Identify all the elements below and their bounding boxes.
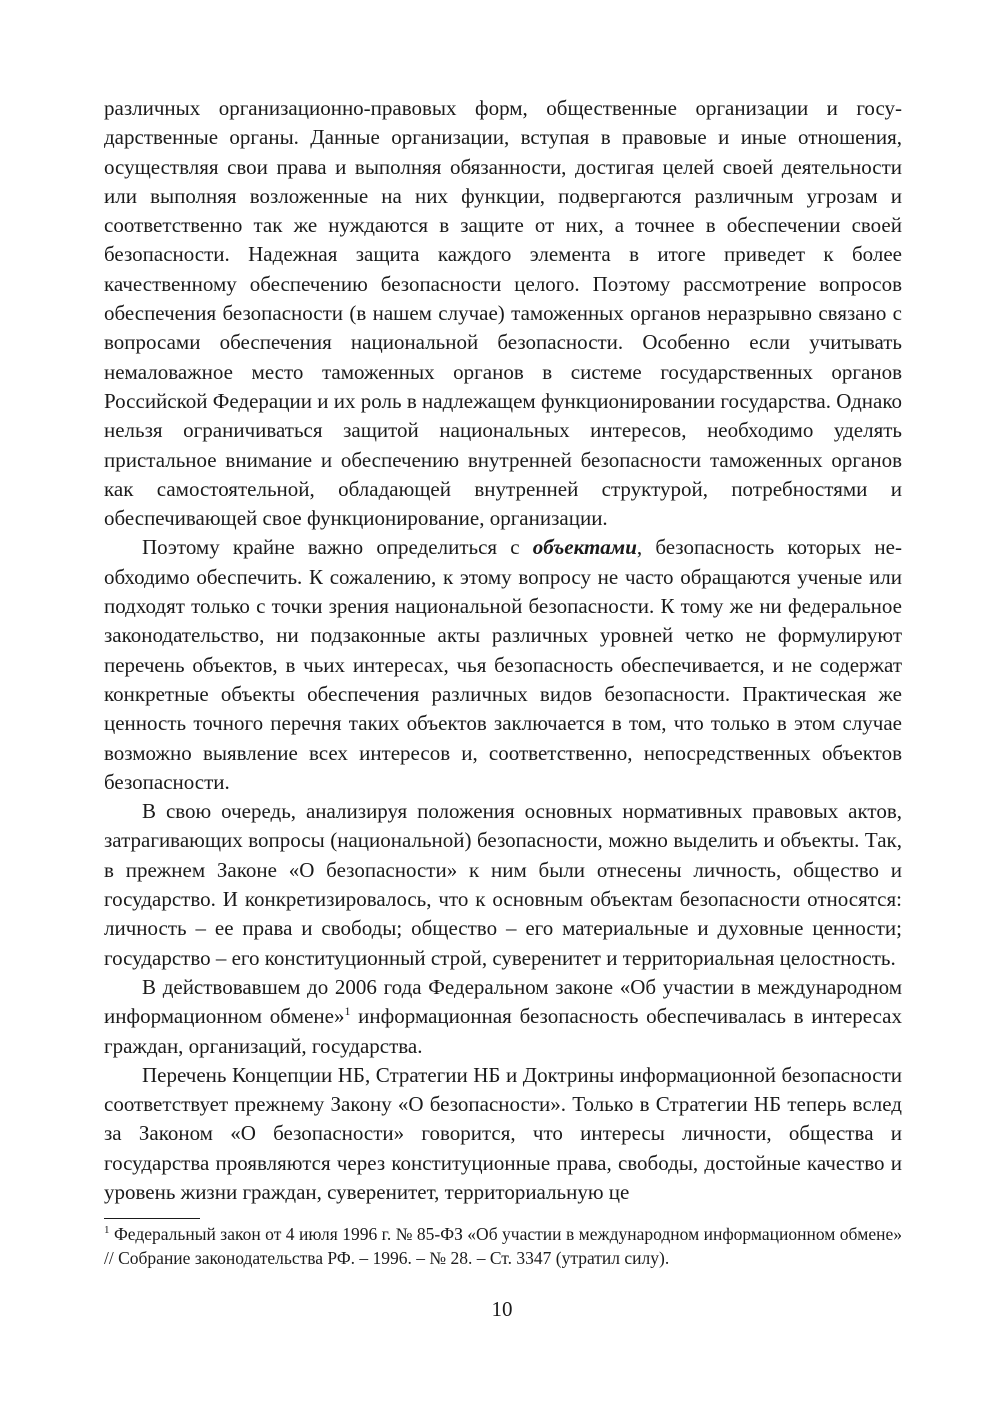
footnotes [104,1222,902,1270]
footnote-text: Федеральный закон от 4 июля 1996 г. № 85-ФЗ «Об участии в международном информационном обмене» // Собрание законодательства РФ. – 1996. – № 28. – Ст. 3347 (утратил силу). [104,1224,902,1268]
footnote-1 [104,1222,902,1270]
paragraph-4-start: В действовавшем до 2006 года Федеральном законе «Об участии в международном информационном обмене» [104,974,902,1029]
footnote-marker: 1 [104,1224,110,1237]
paragraph-3: В свою очередь, анализируя положения основных нормативных правовых актов, затрагивающих вопросы (национальной) безопасности, можно выделить и объекты. Так, в прежнем Законе «О безопасности» к ним были отнесены личность, общество и государство. И конкретизировалось, что к основным объектам безопасности относятся: личность – ее права и свободы; общество – его материальные и духовные ценности; государство – его конституционный строй, суверенитет и территориальная целостность. [104,799,902,970]
emphasized-term: объектами [532,535,637,560]
paragraph-5: Перечень Концепции НБ, Стратегии НБ и Доктрины информационной безопасности соответствует прежнему Закону «О безопасности». Только в Стратегии НБ теперь вслед за Законом «О безопасности» говорится, что интересы личности, общества и государства проявляются через конституционные права, свободы, достойные качество и уровень жизни граждан, суверенитет, территориальную це [104,1062,902,1204]
paragraph-2-start: Поэтому крайне важно определиться с [142,535,533,560]
paragraph-4-rest: информационная безопасность обеспечивалась в интересах граждан, организаций, государства. [104,1004,902,1058]
paragraph-2-rest: , безопасность которых необходимо обеспечить. К сожалению, к этому вопросу не часто обращаются ученые или подходят только с точки зрения национальной безопасности. К тому же ни федеральное законодательство, ни подзаконные акты различных уровней четко не формулируют перечень объектов, в чьих интересах, чья безопасность обеспечивается, и не содержат конкретные объекты обеспечения различных видов безопасности. Практическая же ценность точного перечня таких объектов заключается в том, что только в этом случае возможно выявление всех интересов и, соответственно, непосредственных объектов безопасности. [104,535,902,794]
paragraph-1: различных организационно-правовых форм, общественные организации и государственные органы. Данные организации, вступая в правовые и иные отношения, осуществляя свои права и выполняя обязанности, достигая целей своей деятельности или выполняя возложенные на них функции, подвергаются различным угрозам и соответственно так же нуждаются в защите от них, а точнее в обеспечении своей безопасности. Надежная защита каждого элемента в итоге приведет к более качественному обеспечению безопасности целого. Поэтому рассмотрение вопросов обеспечения безопасности (в нашем случае) таможенных органов неразрывно связано с вопросами обеспечения национальной безопасности. Особенно если учитывать немаловажное место таможенных органов в системе государственных органов Российской Федерации и их роль в надлежащем функционировании государства. Однако нельзя ограничиваться защитой национальных интересов, необходимо уделять пристальное внимание и обеспечению внутренней безопасности таможенных органов как самостоятельной, обладающей внутренней структурой, потребностями и обеспечивающей свое функционирование, организации. [104,96,902,531]
page-number: 10 [491,1297,513,1321]
paragraph-2 [104,533,902,797]
footnote-reference: 1 [344,1004,351,1019]
body-text [104,94,902,1207]
paragraph-4 [104,973,902,1061]
footnote-divider [104,1218,200,1219]
page-content [104,94,902,1207]
